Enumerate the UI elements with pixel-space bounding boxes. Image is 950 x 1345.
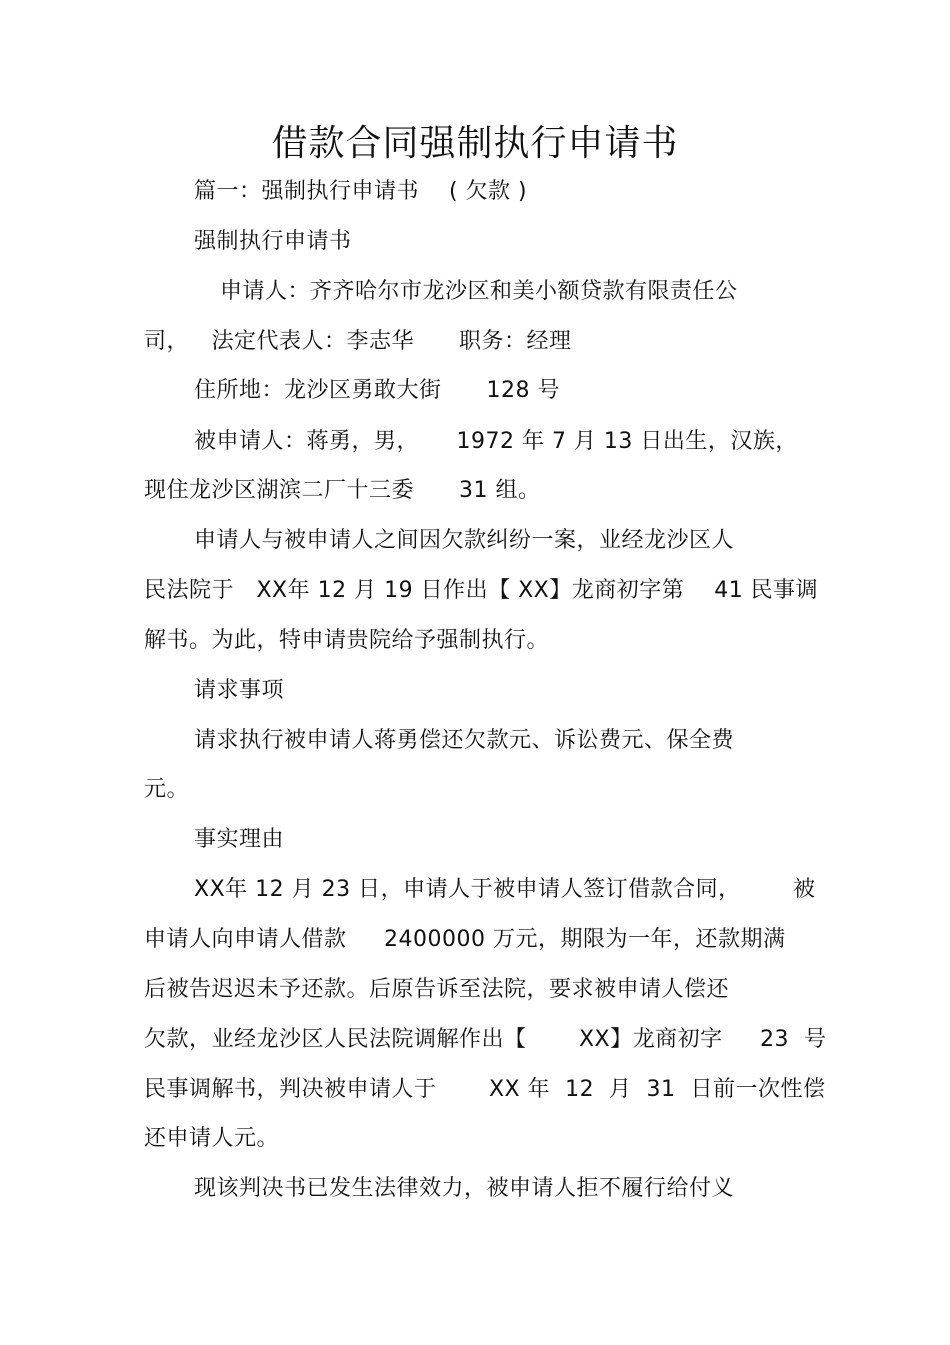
text-line: XX年 12 月 23 日，申请人于被申请人签订借款合同， 被 (194, 877, 816, 902)
section-heading: 事实理由 (194, 827, 285, 852)
text-line: 解书。为此，特申请贵院给予强制执行。 (144, 628, 550, 653)
document-title: 借款合同强制执行申请书 (271, 123, 679, 164)
text-line: 现该判决书已发生法律效力，被申请人拒不履行给付义 (194, 1176, 735, 1201)
text-line: 还申请人元。 (144, 1126, 280, 1151)
text-line: 欠款，业经龙沙区人民法院调解作出【 XX】龙商初字 23 号 (144, 1027, 827, 1052)
text-line: 被申请人：蒋勇，男， 1972 年 7 月 13 日出生，汉族， (194, 429, 798, 454)
text-line: 申请人向申请人借款 2400000 万元，期限为一年，还款期满 (144, 927, 786, 952)
text-line: 元。 (144, 777, 190, 802)
text-line: 后被告迟迟未予还款。后原告诉至法院，要求被申请人偿还 (144, 977, 730, 1002)
text-line: 现住龙沙区湖滨二厂十三委 31 组。 (144, 478, 541, 503)
text-line: 请求执行被申请人蒋勇偿还欠款元、诉讼费元、保全费 (194, 728, 735, 753)
text-line: 强制执行申请书 (194, 229, 352, 254)
text-line: 民法院于 XX年 12 月 19 日作出【 XX】龙商初字第 41 民事调 (144, 578, 819, 603)
text-line: 司， 法定代表人：李志华 职务：经理 (144, 329, 572, 354)
text-line: 篇一：强制执行申请书 ( 欠款 ) (194, 179, 528, 204)
text-line: 住所地：龙沙区勇敢大街 128 号 (194, 378, 560, 403)
text-line: 民事调解书，判决被申请人于 XX 年 12 月 31 日前一次性偿 (144, 1077, 826, 1102)
text-line: 申请人与被申请人之间因欠款纠纷一案，业经龙沙区人 (194, 528, 735, 553)
text-line: 申请人：齐齐哈尔市龙沙区和美小额贷款有限责任公 (220, 279, 738, 304)
section-heading: 请求事项 (194, 678, 285, 703)
